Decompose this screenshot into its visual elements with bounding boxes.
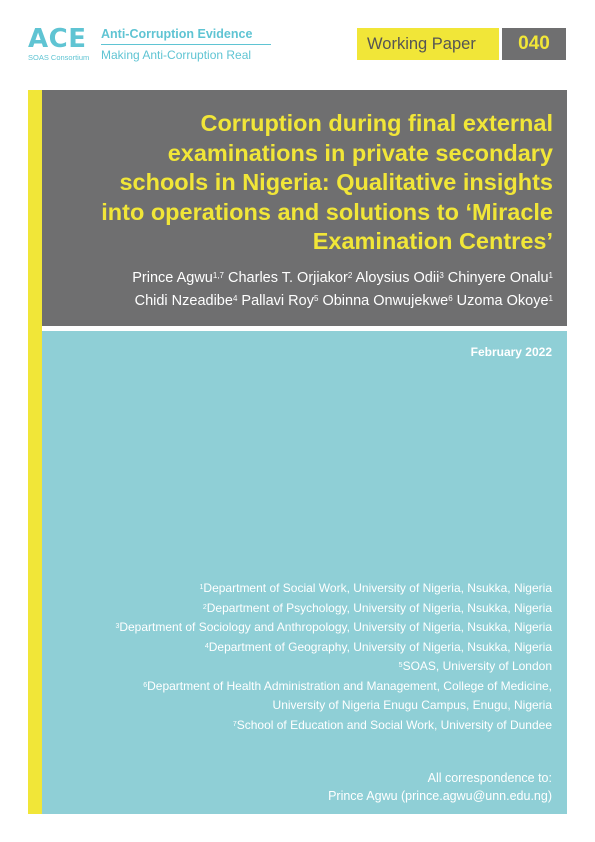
logo-line1: Anti-Corruption Evidence bbox=[101, 27, 271, 45]
author: Pallavi Roy$^5$ bbox=[241, 293, 319, 309]
author: Uzoma Okoye$^1$ bbox=[456, 293, 553, 309]
affiliation: $^2$Department of Psychology, University of Nigeria, Nsukka, Nigeria bbox=[202, 600, 552, 615]
affiliation: $^3$Department of Sociology and Anthropology, University of Nigeria, Nsukka, Nigeria bbox=[115, 620, 552, 634]
logo-line2: Making Anti-Corruption Real bbox=[101, 48, 252, 62]
author: Obinna Onwujekwe$^6$ bbox=[322, 293, 453, 309]
title-line: Corruption during final external bbox=[200, 110, 553, 136]
author-list bbox=[48, 267, 553, 313]
logo-tagline bbox=[101, 27, 271, 63]
affiliation: $^7$School of Education and Social Work, University of Dundee bbox=[232, 717, 552, 732]
title-panel bbox=[42, 90, 567, 326]
affiliation: $^4$Department of Geography, University of Nigeria, Nsukka, Nigeria bbox=[204, 639, 552, 654]
publication-date: February 2022 bbox=[470, 345, 552, 359]
affiliation: $^6$Department of Health Administration and Management, College of Medicine, University of Nigeria Enugu Campus, Enugu, Nigeria bbox=[143, 678, 552, 712]
ace-logo bbox=[28, 24, 253, 62]
author: Aloysius Odii$^3$ bbox=[355, 270, 444, 286]
author: Chinyere Onalu$^1$ bbox=[447, 270, 553, 286]
working-paper-label: Working Paper bbox=[357, 28, 499, 60]
info-panel bbox=[42, 331, 567, 814]
author: Prince Agwu$^{1,7}$ bbox=[132, 270, 224, 286]
correspondence bbox=[152, 769, 552, 805]
correspondence-contact: Prince Agwu (prince.agwu@unn.edu.ng) bbox=[328, 789, 552, 803]
title-line: schools in Nigeria: Qualitative insights bbox=[119, 169, 553, 195]
author: Charles T. Orjiakor$^2$ bbox=[228, 270, 353, 286]
correspondence-label: All correspondence to: bbox=[427, 771, 552, 785]
title-line: into operations and solutions to ‘Miracle bbox=[101, 198, 553, 225]
logo-consortium-text: SOAS Consortium bbox=[28, 53, 90, 62]
title-line: Examination Centres’ bbox=[312, 228, 553, 254]
working-paper-number: 040 bbox=[502, 28, 566, 60]
author: Chidi Nzeadibe$^4$ bbox=[134, 293, 238, 309]
yellow-side-bar bbox=[28, 90, 42, 814]
logo-ace-text: ACE bbox=[28, 24, 87, 54]
affiliation: $^5$SOAS, University of London bbox=[398, 659, 552, 673]
ace-logo-mark bbox=[28, 26, 89, 62]
paper-title bbox=[53, 109, 553, 257]
affiliation: $^1$Department of Social Work, University of Nigeria, Nsukka, Nigeria bbox=[199, 581, 552, 595]
title-line: examinations in private secondary bbox=[167, 139, 553, 166]
affiliation-list bbox=[42, 579, 552, 735]
